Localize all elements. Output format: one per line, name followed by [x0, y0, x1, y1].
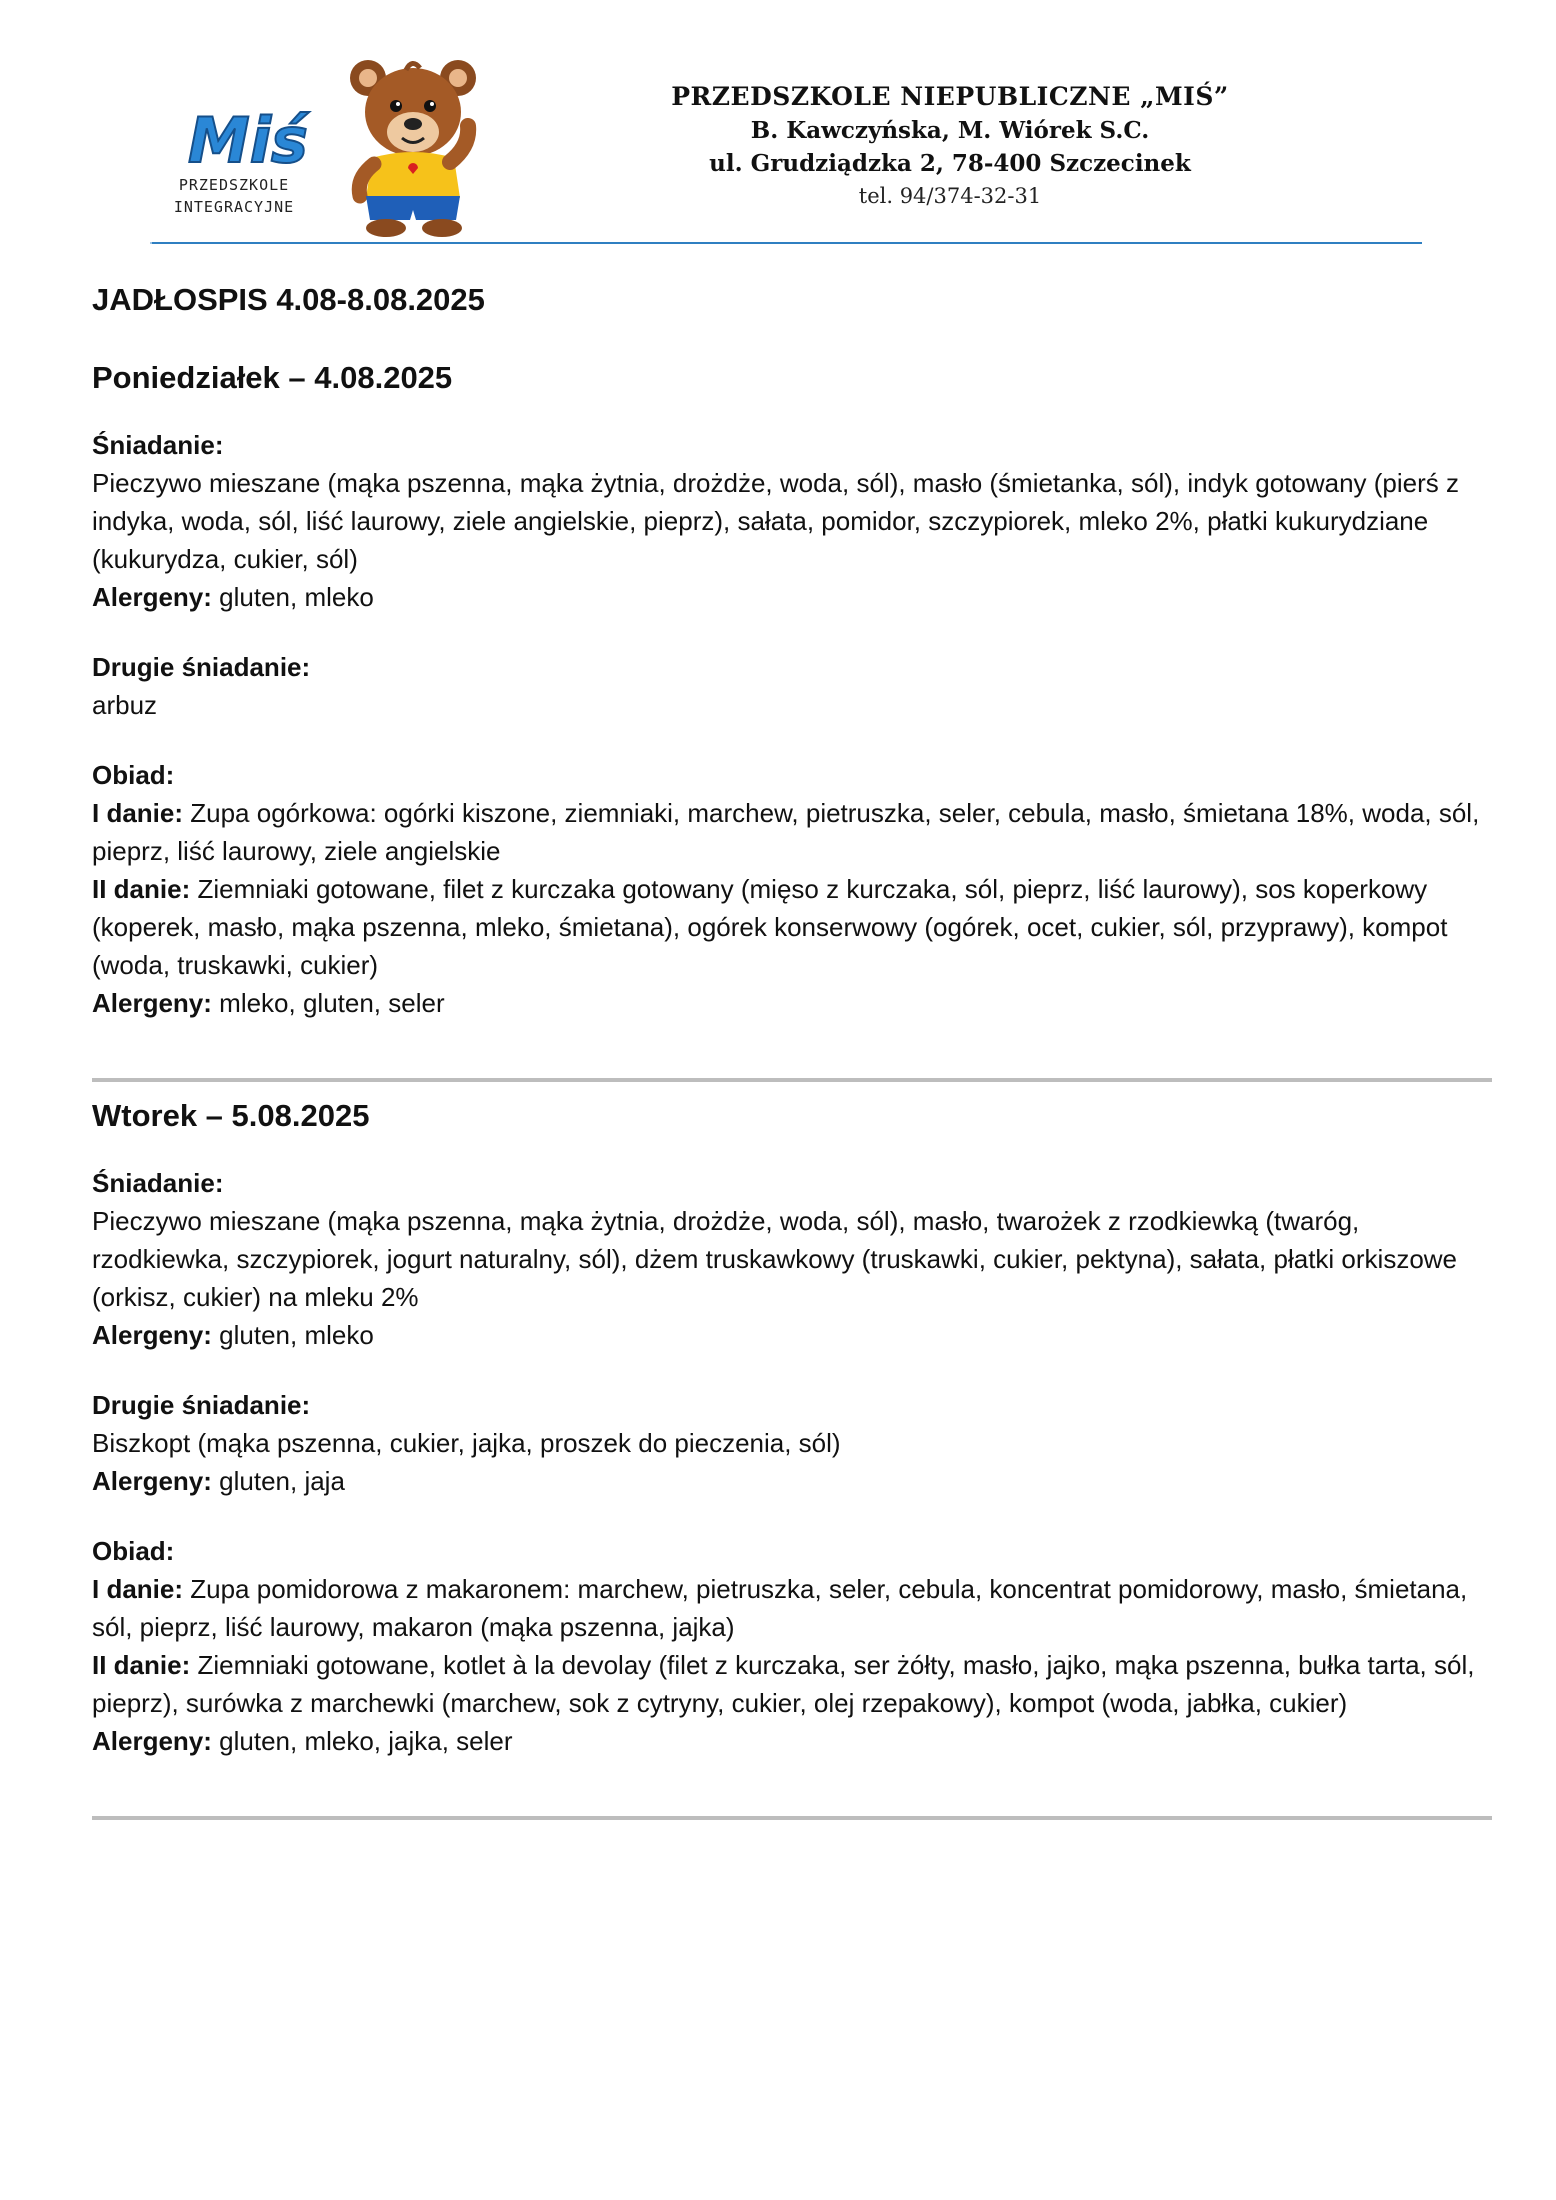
logo-line2: INTEGRACYJNE: [173, 198, 295, 216]
breakfast-text: Pieczywo mieszane (mąka pszenna, mąka żytnia, drożdże, woda, sól), masło (śmietanka, sól), indyk gotowany (pierś z indyka, woda, sól, liść laurowy, ziele angielskie, pieprz), sałata, pomidor, szczypiorek, mleko 2%, płatki kukurydziane (kukurydza, cukier, sól): [92, 468, 1460, 574]
lunch-allergens: [92, 1722, 1492, 1760]
allergens-value: gluten, mleko: [219, 1320, 374, 1350]
day-title: Poniedziałek – 4.08.2025: [92, 360, 453, 395]
second-course-label: II danie:: [92, 1650, 191, 1680]
second-breakfast-label: Drugie śniadanie:: [92, 1390, 311, 1420]
first-course: [92, 794, 1492, 870]
second-course-text: Ziemniaki gotowane, kotlet à la devolay (filet z kurczaka, ser żółty, masło, jajko, mąka pszenna, bułka tarta, sól, pieprz), surówka z marchewki (marchew, sok z cytryny, cukier, olej rzepakowy), kompot (woda, jabłka, cukier): [92, 1650, 1475, 1718]
first-course-text: Zupa ogórkowa: ogórki kiszone, ziemniaki, marchew, pietruszka, seler, cebula, masło, śmietana 18%, woda, sól, pieprz, liść laurowy, ziele angielskie: [92, 798, 1480, 866]
org-phone: tel. 94/374-32-31: [858, 184, 1042, 208]
day-section-tuesday: [92, 1094, 1492, 1760]
allergens-value: gluten, mleko, jajka, seler: [219, 1726, 513, 1756]
second-course-text: Ziemniaki gotowane, filet z kurczaka gotowany (mięso z kurczaka, sól, pieprz, liść laurowy), sos koperkowy (koperek, masło, mąka pszenna, mleko, śmietana), ogórek konserwowy (ogórek, ocet, cukier, sól, przyprawy), kompot (woda, truskawki, cukier): [92, 874, 1448, 980]
first-course-label: I danie:: [92, 798, 184, 828]
menu-title: JADŁOSPIS 4.08-8.08.2025: [92, 282, 485, 317]
day-title: Wtorek – 5.08.2025: [92, 1098, 370, 1133]
lunch-label: Obiad:: [92, 760, 175, 790]
allergens-value: gluten, jaja: [219, 1466, 345, 1496]
allergens-value: mleko, gluten, seler: [219, 988, 445, 1018]
first-course-text: Zupa pomidorowa z makaronem: marchew, pietruszka, seler, cebula, koncentrat pomidorowy, masło, śmietana, sól, pieprz, liść laurowy, makaron (mąka pszenna, jajka): [92, 1574, 1468, 1642]
second-course: [92, 1646, 1492, 1722]
kindergarten-logo: [150, 50, 490, 240]
second-breakfast-text: Biszkopt (mąka pszenna, cukier, jajka, proszek do pieczenia, sól): [92, 1428, 841, 1458]
letterhead: [150, 50, 1430, 248]
breakfast-allergens: [92, 1316, 1492, 1354]
lunch-label: Obiad:: [92, 1536, 175, 1566]
allergens-label: Alergeny:: [92, 582, 212, 612]
second-breakfast-allergens: [92, 1462, 1492, 1500]
breakfast-label: Śniadanie:: [92, 1168, 224, 1198]
org-owners: B. Kawczyńska, M. Wiórek S.C.: [750, 117, 1150, 144]
second-course: [92, 870, 1492, 984]
allergens-label: Alergeny:: [92, 988, 212, 1018]
day-divider: [92, 1816, 1492, 1820]
menu-content: [92, 278, 1492, 1820]
logo-word: Miś: [188, 104, 308, 177]
lunch-allergens: [92, 984, 1492, 1022]
first-course-label: I danie:: [92, 1574, 184, 1604]
logo-line1: PRZEDSZKOLE: [178, 176, 290, 194]
org-address: ul. Grudziądzka 2, 78-400 Szczecinek: [709, 150, 1191, 177]
first-course: [92, 1570, 1492, 1646]
allergens-label: Alergeny:: [92, 1726, 212, 1756]
allergens-label: Alergeny:: [92, 1320, 212, 1350]
header-divider: [152, 242, 1422, 244]
breakfast-allergens: [92, 578, 1492, 616]
organization-info: [600, 80, 1300, 211]
second-course-label: II danie:: [92, 874, 191, 904]
allergens-label: Alergeny:: [92, 1466, 212, 1496]
teddy-bear-icon: [350, 60, 476, 237]
second-breakfast-text: arbuz: [92, 690, 158, 720]
allergens-value: gluten, mleko: [219, 582, 374, 612]
org-name: PRZEDSZKOLE NIEPUBLICZNE „MIŚ”: [671, 82, 1229, 111]
day-divider: [92, 1078, 1492, 1082]
breakfast-text: Pieczywo mieszane (mąka pszenna, mąka żytnia, drożdże, woda, sól), masło, twarożek z rzodkiewką (twaróg, rzodkiewka, szczypiorek, jogurt naturalny, sól), dżem truskawkowy (truskawki, cukier, pektyna), sałata, płatki orkiszowe (orkisz, cukier) na mleku 2%: [92, 1206, 1458, 1312]
mis-wordmark: [188, 104, 310, 177]
day-section-monday: [92, 356, 1492, 1022]
second-breakfast-label: Drugie śniadanie:: [92, 652, 311, 682]
breakfast-label: Śniadanie:: [92, 430, 224, 460]
